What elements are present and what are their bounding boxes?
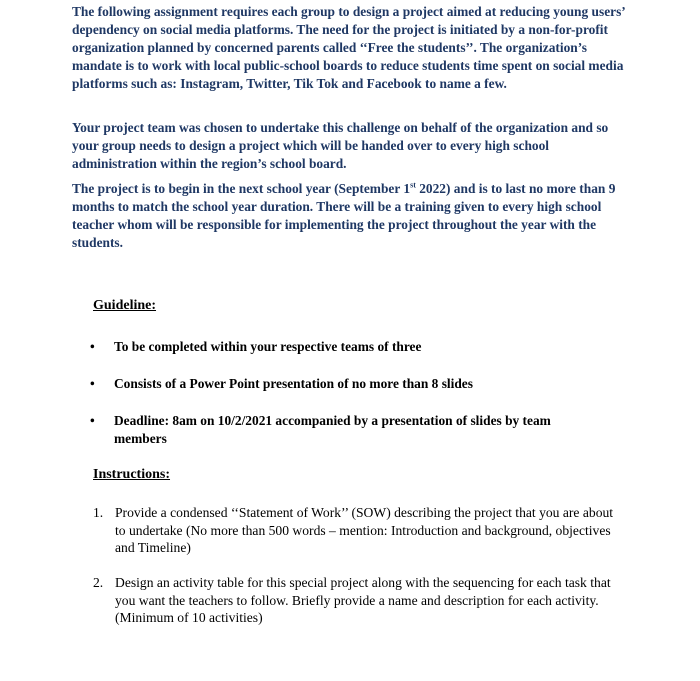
- intro-paragraph-3-start: The project is to begin in the next school year (September 1: [72, 181, 411, 196]
- bullet-icon: •: [90, 339, 95, 354]
- ordinal-suffix: st: [410, 180, 416, 190]
- bullet-icon: •: [90, 376, 95, 391]
- guideline-heading: Guideline:: [93, 298, 157, 313]
- intro-paragraph-1: The following assignment requires each group to design a project aimed at reducing young users’ dependency on social media platforms. The need for the project is initiated by a non-for-profit organization planned by concerned parents called ‘‘Free the students’’. The organization’s mandate is to work with local public-school boards to reduce students time spent on social media platforms such as: Instagram, Twitter, Tik Tok and Facebook to name a few.: [72, 4, 625, 91]
- instruction-text: Provide a condensed ‘‘Statement of Work’’ (SOW) describing the project that you are about to undertake (No more than 500 words – mention: Introduction and background, objectives and Timeline): [115, 505, 614, 555]
- intro-paragraph-3: [72, 180, 632, 252]
- intro-paragraph-3-end: 2022) and is to last no more than 9 months to match the school year duration. There will be a training given to every high school teacher whom will be responsible for implementing the project throughout the year with the students.: [72, 181, 616, 250]
- guideline-item-text: Consists of a Power Point presentation of no more than 8 slides: [114, 376, 473, 391]
- guideline-item-text: To be completed within your respective teams of three: [114, 339, 422, 354]
- instructions-heading: Instructions:: [93, 467, 171, 482]
- instruction-text: Design an activity table for this special project along with the sequencing for each task that you want the teachers to follow. Briefly provide a name and description for each activity. (Minimum of 10 activities): [115, 575, 611, 625]
- instruction-number: 1.: [93, 505, 104, 520]
- guideline-item-text: Deadline: 8am on 10/2/2021 accompanied by a presentation of slides by team members: [114, 413, 551, 446]
- intro-paragraph-2: Your project team was chosen to undertake this challenge on behalf of the organization and so your group needs to design a project which will be handed over to every high school administration within the region’s school board.: [72, 120, 609, 171]
- bullet-icon: •: [90, 413, 95, 428]
- instruction-number: 2.: [93, 575, 104, 590]
